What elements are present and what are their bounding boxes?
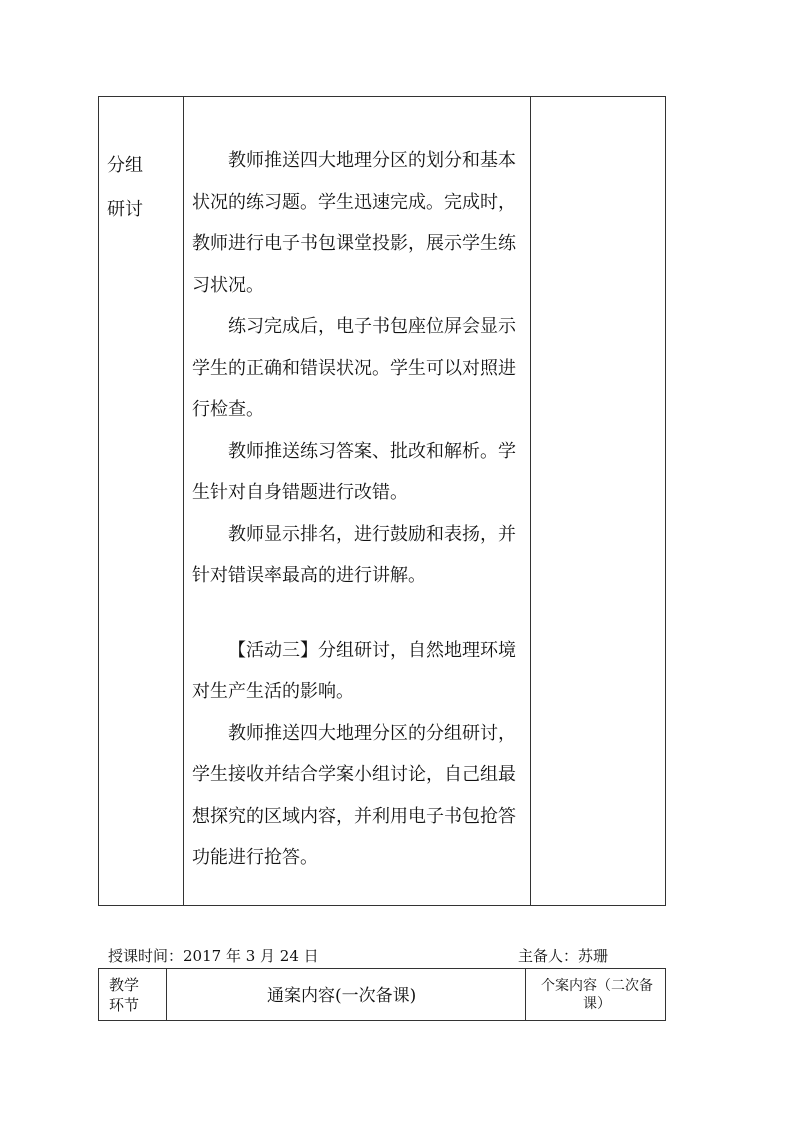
stage-label-line: 分组 (107, 155, 143, 176)
general-plan-header: 通案内容(一次备课) (267, 986, 417, 1006)
lead-preparer: 主备人：苏珊 (518, 947, 609, 965)
individual-plan-header: 个案内容（二次备课） (541, 978, 653, 1012)
content-paragraph: 教师推送练习答案、批改和解析。学生针对自身错题进行改错。 (192, 440, 516, 503)
lesson-time: 授课时间：2017 年 3 月 24 日 (108, 947, 319, 965)
column-divider (530, 97, 531, 905)
header-line: 环节 (109, 996, 140, 1014)
activity-heading: 【活动三】分组研讨，自然地理环境对生产生活的影响。 (192, 639, 516, 702)
content-paragraph: 教师推送四大地理分区的分组研讨，学生接收并结合学案小组讨论，自己组最想探究的区域内容，并利用电子书包抢答功能进行抢答。 (192, 722, 516, 868)
stage-label-line: 研讨 (107, 199, 143, 220)
content-paragraph: 教师推送四大地理分区的划分和基本状况的练习题。学生迅速完成。完成时，教师进行电子书包课堂投影，展示学生练习状况。 (192, 150, 516, 296)
teaching-stage-header (109, 975, 153, 1015)
column-divider (183, 97, 184, 905)
content-paragraph: 教师显示排名，进行鼓励和表扬，并针对错误率最高的进行讲解。 (192, 523, 516, 586)
content-paragraph: 练习完成后，电子书包座位屏会显示学生的正确和错误状况。学生可以对照进行检查。 (192, 316, 516, 420)
header-line: 教学 (109, 976, 140, 994)
lesson-plan-table (98, 96, 666, 906)
column-divider (525, 969, 526, 1020)
header-table (98, 968, 666, 1021)
teaching-stage-label (107, 144, 143, 232)
column-divider (166, 969, 167, 1020)
general-plan-content (192, 140, 528, 879)
